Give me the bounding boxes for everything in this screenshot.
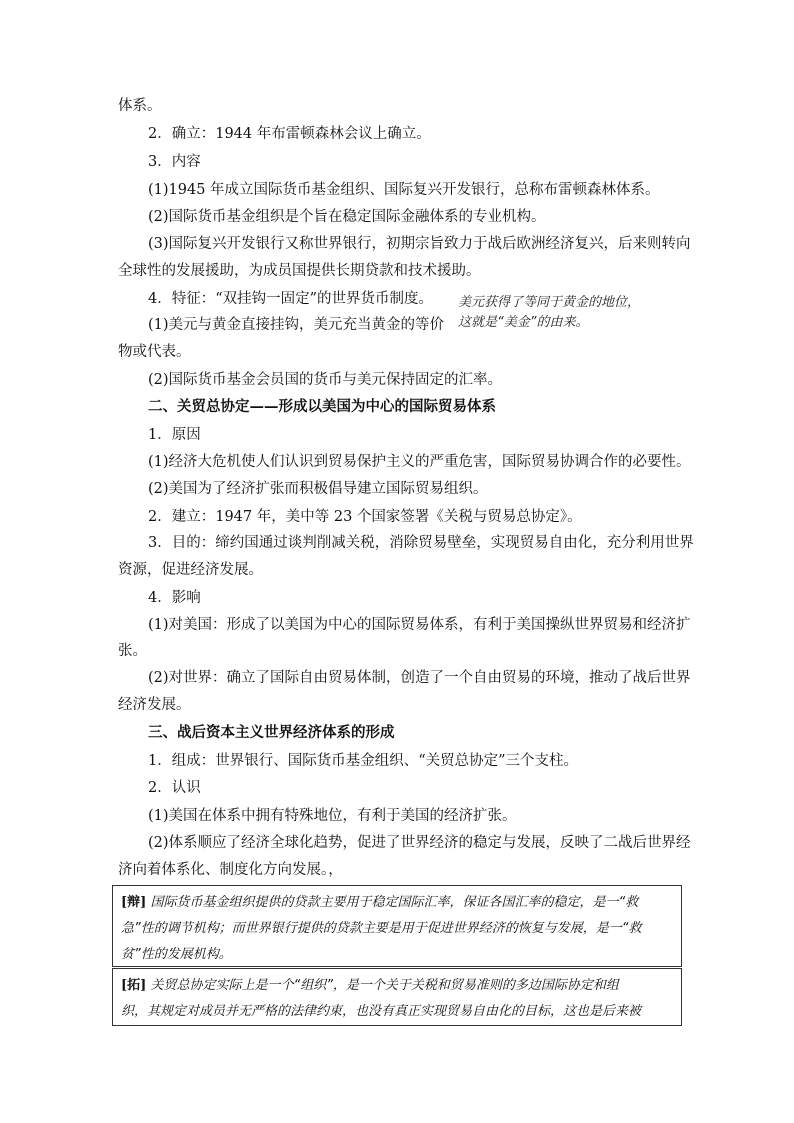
text-line: 体系。 — [118, 98, 162, 114]
handwritten-side-note — [458, 293, 640, 333]
text-line: 2．确立：1944 年布雷顿森林会议上确立。 — [148, 126, 431, 142]
text-line: (1)对美国：形成了以美国为中心的国际贸易体系，有利于美国操纵世界贸易和经济扩 — [148, 617, 691, 633]
side-note-line: 这就是“美金”的由来。 — [458, 315, 589, 330]
text-line: 济向着体系化、制度化方向发展。， — [118, 862, 343, 878]
text-line: 4．影响 — [148, 590, 201, 606]
text-line: (1)美国在体系中拥有特殊地位，有利于美国的经济扩张。 — [148, 808, 517, 824]
text-line: (2)国际货币基金组织是个旨在稳定国际金融体系的专业机构。 — [148, 209, 546, 225]
annotation-box-bian — [112, 885, 682, 967]
box-line: 急”性的调节机构；而世界银行提供的贷款主要是用于促进世界经济的恢复与发展，是一“救 — [121, 921, 642, 936]
text-line: (2)体系顺应了经济全球化趋势，促进了世界经济的稳定与发展，反映了二战后世界经 — [148, 835, 691, 851]
box-line — [121, 973, 673, 999]
text-line: 全球性的发展援助，为成员国提供长期贷款和技术援助。 — [118, 263, 481, 279]
text-line: (2)对世界：确立了国际自由贸易体制，创造了一个自由贸易的环境，推动了战后世界 — [148, 670, 691, 686]
text-line: (1)1945 年成立国际货币基金组织、国际复兴开发银行，总称布雷顿森林体系。 — [148, 182, 660, 198]
box-text: 关贸总协定实际上是一个“组织”，是一个关于关税和贸易准则的多边国际协定和组 — [150, 978, 619, 993]
text-line: (2)美国为了经济扩张而积极倡导建立国际贸易组织。 — [148, 481, 488, 497]
section-heading: 二、关贸总协定——形成以美国为中心的国际贸易体系 — [148, 398, 496, 415]
text-line: 经济发展。 — [118, 697, 191, 713]
text-line: (2)国际货币基金会员国的货币与美元保持固定的汇率。 — [148, 372, 503, 388]
text-line: 2．认识 — [148, 780, 201, 796]
text-line: (3)国际复兴开发银行又称世界银行，初期宗旨致力于战后欧洲经济复兴，后来则转向 — [148, 236, 691, 252]
text-line: 1．原因 — [148, 427, 201, 443]
text-line: 1．组成：世界银行、国际货币基金组织、“关贸总协定”三个支柱。 — [148, 753, 579, 769]
side-note-line: 美元获得了等同于黄金的地位， — [458, 295, 641, 310]
text-line: 4．特征：“双挂钩一固定”的世界货币制度。 — [148, 291, 434, 307]
text-line: 物或代表。 — [118, 344, 191, 360]
box-line — [121, 890, 673, 916]
text-line: 资源，促进经济发展。 — [118, 562, 263, 578]
text-line: 2．建立：1947 年，美中等 23 个国家签署《关税与贸易总协定》。 — [148, 509, 582, 525]
box-text: 国际货币基金组织提供的贷款主要用于稳定国际汇率，保证各国汇率的稳定，是一“救 — [150, 895, 639, 910]
text-line: 3．内容 — [148, 154, 201, 170]
box-line: 贫”性的发展机构。 — [121, 947, 232, 962]
annotation-box-tuo — [112, 968, 682, 1026]
box-line: 织，其规定对成员并无严格的法律约束，也没有真正实现贸易自由化的目标，这也是后来被 — [121, 1004, 642, 1019]
section-heading: 三、战后资本主义世界经济体系的形成 — [148, 724, 395, 741]
box-tag: [辩] — [121, 895, 147, 910]
text-line: 张。 — [118, 643, 147, 659]
text-line: 3．目的：缔约国通过谈判削减关税，消除贸易壁垒，实现贸易自由化，充分利用世界 — [148, 535, 694, 551]
text-line: (1)经济大危机使人们认识到贸易保护主义的严重危害，国际贸易协调合作的必要性。 — [148, 454, 691, 470]
box-tag: [拓] — [121, 978, 147, 993]
text-line: (1)美元与黄金直接挂钩，美元充当黄金的等价 — [148, 317, 445, 333]
